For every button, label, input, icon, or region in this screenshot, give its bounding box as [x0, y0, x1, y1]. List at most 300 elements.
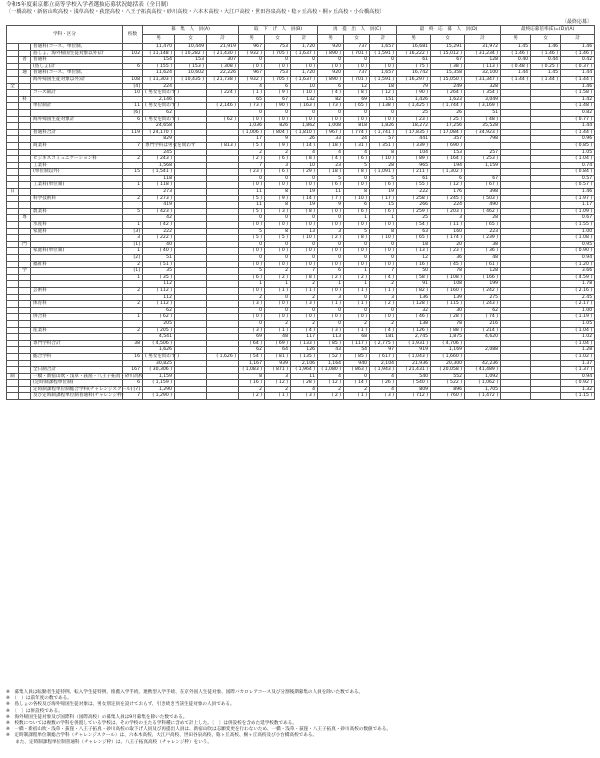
table-row — [7, 320, 595, 327]
table-cell — [531, 228, 561, 235]
table-cell: 1,159 — [465, 162, 501, 169]
table-cell: ( 0 ) — [344, 182, 370, 189]
table-cell: ( 135 ) — [291, 353, 318, 360]
table-cell: ( 258 ) — [397, 195, 431, 202]
table-cell: 1.05 — [561, 320, 595, 327]
row-label: 海外帰国生徒対象以外)計 — [31, 76, 123, 83]
table-cell — [207, 83, 239, 90]
table-cell: 753 — [265, 70, 291, 77]
table-cell: ( 760 ) — [431, 393, 465, 400]
category-mark-inner — [19, 314, 31, 321]
table-cell: 153 — [175, 57, 207, 64]
table-cell — [207, 347, 239, 354]
table-cell — [531, 314, 561, 321]
table-cell — [465, 142, 501, 149]
table-cell: 36 — [431, 255, 465, 262]
table-cell: 13 — [291, 228, 318, 235]
table-cell: 26 — [431, 109, 465, 116]
table-cell: ( 18 ) — [318, 142, 344, 149]
table-cell: 1.44 — [561, 123, 595, 130]
table-cell: 8 — [265, 202, 291, 209]
table-cell: 25 — [397, 109, 431, 116]
table-cell — [501, 314, 531, 321]
category-mark-inner: 普 — [19, 57, 31, 64]
school-count: 3 — [123, 235, 143, 242]
table-cell: 8 — [344, 189, 370, 196]
category-mark-inner — [19, 327, 31, 334]
table-cell: ( 701 ) — [344, 50, 370, 57]
summary-table — [6, 25, 595, 400]
school-count — [123, 70, 143, 77]
school-count: 5 — [123, 208, 143, 215]
header-male: 男 — [397, 35, 431, 44]
category-mark-outer — [7, 162, 19, 169]
table-cell: 0.94 — [561, 255, 595, 262]
header-male: 男 — [501, 35, 531, 44]
header-quota: 募 集 人 員(A) — [143, 26, 239, 35]
table-cell — [175, 367, 207, 374]
row-label — [31, 96, 123, 103]
table-cell — [501, 96, 531, 103]
table-row — [7, 314, 595, 321]
table-cell: 0.67 — [561, 215, 595, 222]
table-cell: ( 1 ) — [344, 287, 370, 294]
table-cell — [207, 393, 239, 400]
table-cell: 20 — [431, 241, 465, 248]
table-cell: 939 — [265, 360, 291, 367]
table-cell: ( 0 ) — [318, 63, 344, 70]
table-cell — [207, 327, 239, 334]
table-cell — [531, 353, 561, 360]
table-cell: ( 8 ) — [291, 208, 318, 215]
table-cell — [531, 175, 561, 182]
table-cell: 205 — [143, 320, 175, 327]
row-label — [31, 241, 123, 248]
category-mark-outer — [7, 149, 19, 156]
table-cell — [531, 294, 561, 301]
table-cell: 38 — [465, 241, 501, 248]
table-cell: ( 242 ) — [465, 287, 501, 294]
table-cell: 0.57 — [561, 175, 595, 182]
table-cell: 1.46 — [561, 83, 595, 90]
footnote-line: ※ 定時制課程単位制総合学科（チャレンジスクール）は、六本木高校、大江戸高校、世田谷泉高校、稔ヶ丘高校、桐ヶ丘高校及び小台橋高校である。 — [6, 733, 318, 739]
table-cell: 118 — [143, 175, 175, 182]
table-cell: 0.96 — [561, 136, 595, 143]
table-cell — [501, 301, 531, 308]
table-cell — [531, 222, 561, 229]
table-cell: 1.17 — [561, 202, 595, 209]
category-mark-outer — [7, 50, 19, 57]
school-count: 2 — [123, 287, 143, 294]
table-cell: 0 — [344, 241, 370, 248]
table-cell: 1.46 — [561, 189, 595, 196]
table-row — [7, 281, 595, 288]
table-cell — [501, 103, 531, 110]
table-cell: 920 — [318, 44, 344, 51]
table-cell: 8 — [265, 228, 291, 235]
table-cell: 62 — [465, 307, 501, 314]
table-cell: 7 — [239, 162, 265, 169]
table-row — [7, 268, 595, 275]
table-cell — [175, 287, 207, 294]
table-cell: ( 6 ) — [344, 156, 370, 163]
table-cell: ( 5 ) — [239, 235, 265, 242]
table-cell: 1,657 — [370, 70, 397, 77]
table-cell: ( 153 ) — [175, 63, 207, 70]
table-cell: ( 112 ) — [143, 301, 175, 308]
school-count — [123, 189, 143, 196]
table-cell: ( 0 ) — [370, 314, 397, 321]
table-cell: 0 — [370, 241, 397, 248]
table-cell: ( 0 ) — [318, 261, 344, 268]
table-cell — [531, 380, 561, 387]
table-cell — [175, 340, 207, 347]
table-cell: 7 — [370, 268, 397, 275]
table-cell — [531, 367, 561, 374]
table-cell — [207, 208, 239, 215]
table-cell: 0 — [239, 109, 265, 116]
table-cell: ( 354 ) — [465, 90, 501, 97]
table-cell — [465, 169, 501, 176]
table-cell: 5 — [318, 175, 344, 182]
table-cell — [501, 116, 531, 123]
table-cell: ( 117 ) — [344, 340, 370, 347]
table-cell: 0 — [239, 57, 265, 64]
table-cell — [501, 327, 531, 334]
table-cell: 91 — [397, 281, 431, 288]
header-final-applicants: 最 終 応 募 人 員(D) — [397, 26, 501, 35]
category-mark-inner — [19, 76, 31, 83]
row-label: 定時制課程単位制総合学科(チャレンジスクール) — [31, 386, 123, 393]
table-cell: 1,159 — [143, 373, 175, 380]
category-mark-outer — [7, 222, 19, 229]
table-cell: ( 16 ) — [397, 261, 431, 268]
table-cell: 0 — [239, 255, 265, 262]
table-cell: ( 6 ) — [370, 208, 397, 215]
school-count: [1] — [123, 241, 143, 248]
table-cell: 0 — [318, 109, 344, 116]
school-count: 102 — [123, 50, 143, 57]
table-cell: ( 0.85 ) — [561, 142, 595, 149]
school-count: 10 — [123, 90, 143, 97]
table-cell: 224 — [431, 202, 465, 209]
table-row — [7, 386, 595, 393]
table-cell: 8 — [265, 189, 291, 196]
category-mark-outer — [7, 57, 19, 64]
table-cell: 0 — [265, 109, 291, 116]
table-cell: 4 — [370, 386, 397, 393]
table-cell: 1,164 — [318, 360, 344, 367]
table-cell: 21,936 — [397, 360, 431, 367]
table-cell — [531, 169, 561, 176]
category-mark-inner — [19, 340, 31, 347]
table-cell: ( 0 ) — [265, 261, 291, 268]
table-cell — [207, 281, 239, 288]
table-cell: 8 — [370, 149, 397, 156]
table-cell: ( 243 ) — [143, 156, 175, 163]
table-cell: ( 0 ) — [291, 116, 318, 123]
table-cell: 818 — [344, 123, 370, 130]
table-cell: 2 — [291, 320, 318, 327]
table-cell: ( 239 ) — [465, 235, 501, 242]
table-cell: 967 — [239, 70, 265, 77]
table-cell: ( 45 ) — [431, 261, 465, 268]
table-cell — [207, 261, 239, 268]
table-cell: 18 — [370, 83, 397, 90]
table-cell: ( 6 ) — [265, 156, 291, 163]
table-cell: ( 2.17 ) — [561, 301, 595, 308]
table-cell: ( 166 ) — [465, 274, 501, 281]
table-cell: ( 65 ) — [397, 235, 431, 242]
summary-table-wrapper — [6, 25, 594, 400]
table-cell: 0 — [370, 255, 397, 262]
category-mark-outer — [7, 208, 19, 215]
table-cell: 2 — [265, 149, 291, 156]
page-subtitle: 〔一橋高校・新宿山吹高校・浅草高校・荻窪高校・八王子拓真高校・砂川高校・六本木高校・大江戸高校・世田谷泉高校・稔ヶ丘高校・桐ヶ丘高校・小台橋高校〕 — [6, 9, 385, 15]
table-cell: 48 — [465, 255, 501, 262]
table-cell: ( 23 ) — [239, 169, 265, 176]
table-cell: ( 0.90 ) — [561, 248, 595, 255]
table-cell — [501, 156, 531, 163]
table-cell: ( 3 ) — [291, 393, 318, 400]
table-cell — [501, 83, 531, 90]
table-cell: ( 42 ) — [143, 222, 175, 229]
table-row — [7, 129, 595, 136]
table-cell: ( 2,775 ) — [370, 340, 397, 347]
table-cell: ( 54 ) — [397, 222, 431, 229]
table-cell: ( 0 ) — [344, 248, 370, 255]
table-cell: ( 55 ) — [397, 182, 431, 189]
table-cell — [207, 195, 239, 202]
table-cell — [531, 156, 561, 163]
table-cell: 1,568 — [143, 162, 175, 169]
table-cell: ( 3 ) — [239, 301, 265, 308]
table-cell: ( 3 ) — [265, 208, 291, 215]
table-cell — [531, 182, 561, 189]
table-cell: ( 0.84 ) — [561, 169, 595, 176]
category-mark-inner — [19, 353, 31, 360]
table-cell: ( 0 ) — [239, 63, 265, 70]
category-mark-outer — [7, 175, 19, 182]
table-cell: ( 1 ) — [318, 301, 344, 308]
table-cell — [207, 96, 239, 103]
table-cell: ( 1.15 ) — [561, 393, 595, 400]
table-cell: ( 1,591 ) — [370, 50, 397, 57]
table-cell: 32 — [397, 307, 431, 314]
table-cell: ( 1,472 ) — [465, 393, 501, 400]
table-row — [7, 109, 595, 116]
table-cell: 15,291 — [431, 44, 465, 51]
table-cell: ( 2 ) — [239, 156, 265, 163]
table-cell — [531, 202, 561, 209]
table-cell: 0 — [239, 215, 265, 222]
table-cell: 2 — [239, 294, 265, 301]
table-cell — [531, 360, 561, 367]
category-mark-inner — [19, 261, 31, 268]
school-count — [123, 162, 143, 169]
table-cell: ( 81 ) — [265, 353, 291, 360]
table-row — [7, 380, 595, 387]
table-cell: ( 15,012 ) — [431, 50, 465, 57]
school-count: 2 — [123, 301, 143, 308]
table-cell — [175, 215, 207, 222]
table-cell: 22,226 — [207, 70, 239, 77]
table-cell — [175, 255, 207, 262]
table-cell: ( 128 ) — [397, 301, 431, 308]
table-cell: 0 — [344, 255, 370, 262]
category-mark-inner — [19, 50, 31, 57]
table-cell: 78 — [431, 268, 465, 275]
category-mark-outer — [7, 261, 19, 268]
table-cell: ( 4 ) — [370, 274, 397, 281]
table-cell: 1.78 — [561, 281, 595, 288]
table-cell: ( 4.59 ) — [561, 274, 595, 281]
school-count: 2 — [123, 195, 143, 202]
table-cell: ( 712 ) — [397, 393, 431, 400]
table-cell — [531, 281, 561, 288]
table-cell: 1,720 — [291, 70, 318, 77]
table-cell: ( 64 ) — [239, 340, 265, 347]
table-cell: 19 — [370, 189, 397, 196]
table-cell: 2 — [239, 386, 265, 393]
table-row — [7, 142, 595, 149]
table-cell — [175, 189, 207, 196]
table-cell: 1,862 — [291, 123, 318, 130]
table-cell: ( 1.44 ) — [501, 76, 531, 83]
table-cell: ( 1.04 ) — [561, 156, 595, 163]
row-label — [31, 123, 123, 130]
table-cell: ( 0 ) — [239, 248, 265, 255]
table-cell: 0 — [370, 109, 397, 116]
table-cell: 8 — [239, 373, 265, 380]
table-cell: ( 4 ) — [318, 156, 344, 163]
row-label — [31, 136, 123, 143]
table-cell: ( 1.97 ) — [561, 195, 595, 202]
table-cell: 42,236 — [465, 360, 501, 367]
table-cell: ( 16,297 ) — [397, 76, 431, 83]
category-mark-outer — [7, 268, 19, 275]
table-row — [7, 149, 595, 156]
school-count — [123, 57, 143, 64]
table-row — [7, 360, 595, 367]
table-cell: 1 — [370, 215, 397, 222]
table-cell: ( 0 ) — [239, 116, 265, 123]
school-count: 2 — [123, 327, 143, 334]
table-cell: 専門学科は男女を問わず — [143, 142, 175, 149]
table-cell: ( 203 ) — [431, 208, 465, 215]
table-cell — [501, 235, 531, 242]
table-cell: ( 31 ) — [344, 142, 370, 149]
table-row — [7, 340, 595, 347]
table-cell: ( 1 ) — [265, 287, 291, 294]
table-cell: ( 15,050 ) — [431, 76, 465, 83]
table-cell — [501, 340, 531, 347]
table-cell: ( 3,169 ) — [465, 103, 501, 110]
table-cell: ( 1,043 ) — [397, 353, 431, 360]
category-mark-outer: 日 — [7, 189, 19, 196]
table-cell: ( 14 ) — [344, 380, 370, 387]
table-cell: 9 — [318, 202, 344, 209]
table-cell: 17 — [239, 136, 265, 143]
header-male: 男 — [143, 35, 175, 44]
school-count: 16 — [123, 353, 143, 360]
table-cell: ( 13 ) — [397, 248, 431, 255]
table-cell — [175, 208, 207, 215]
table-row — [7, 189, 595, 196]
table-cell: ( 0 ) — [291, 314, 318, 321]
table-cell: ( 28 ) — [431, 314, 465, 321]
row-label — [31, 347, 123, 354]
table-cell: ( 113 ) — [465, 63, 501, 70]
table-cell: 919 — [397, 347, 431, 354]
table-row — [7, 103, 595, 110]
table-cell: 0 — [291, 109, 318, 116]
table-cell: 753 — [265, 44, 291, 51]
table-cell: ( 1,591 ) — [370, 76, 397, 83]
category-mark-inner — [19, 109, 31, 116]
row-label — [31, 307, 123, 314]
table-cell — [531, 347, 561, 354]
table-cell: 0 — [265, 255, 291, 262]
table-cell: 307 — [207, 57, 239, 64]
table-cell: 2 — [344, 386, 370, 393]
table-cell: ( 9 ) — [265, 195, 291, 202]
header-female: 女 — [265, 35, 291, 44]
school-count — [123, 202, 143, 209]
table-cell: 6 — [318, 268, 344, 275]
table-cell — [207, 301, 239, 308]
table-cell: 0 — [239, 307, 265, 314]
table-cell: ( 51 ) — [143, 261, 175, 268]
table-cell: 12 — [397, 255, 431, 262]
table-cell — [531, 386, 561, 393]
table-cell: ( 1,943 ) — [370, 367, 397, 374]
header-total: 計 — [370, 35, 397, 44]
table-row — [7, 215, 595, 222]
table-cell — [501, 149, 531, 156]
table-cell: 194 — [431, 162, 465, 169]
table-cell: ( 0 ) — [291, 261, 318, 268]
table-cell: ( 1,964 ) — [291, 367, 318, 374]
table-cell — [531, 340, 561, 347]
table-cell: 128 — [465, 268, 501, 275]
table-cell: 1.46 — [531, 44, 561, 51]
table-cell: 1.37 — [561, 360, 595, 367]
table-cell: 69 — [239, 334, 265, 341]
category-mark-inner: 門 — [19, 241, 31, 248]
category-mark-inner — [19, 44, 31, 51]
table-cell — [175, 301, 207, 308]
row-label: 海外帰国生徒対象計 — [31, 116, 123, 123]
table-cell: ( 88 ) — [431, 327, 465, 334]
table-cell: 51 — [465, 109, 501, 116]
table-cell — [175, 222, 207, 229]
table-cell: 2 — [291, 294, 318, 301]
table-cell — [501, 182, 531, 189]
table-cell: ( 0 ) — [318, 208, 344, 215]
table-cell: 112 — [143, 281, 175, 288]
category-mark-inner — [19, 195, 31, 202]
table-cell: 0 — [265, 294, 291, 301]
table-cell — [501, 169, 531, 176]
table-cell: ( 222 ) — [143, 235, 175, 242]
table-cell: ( 214 ) — [465, 327, 501, 334]
table-cell: ( 85 ) — [344, 353, 370, 360]
table-cell: ( 1.58 ) — [561, 90, 595, 97]
table-cell — [175, 116, 207, 123]
table-cell — [531, 235, 561, 242]
table-cell: ( 5 ) — [265, 235, 291, 242]
